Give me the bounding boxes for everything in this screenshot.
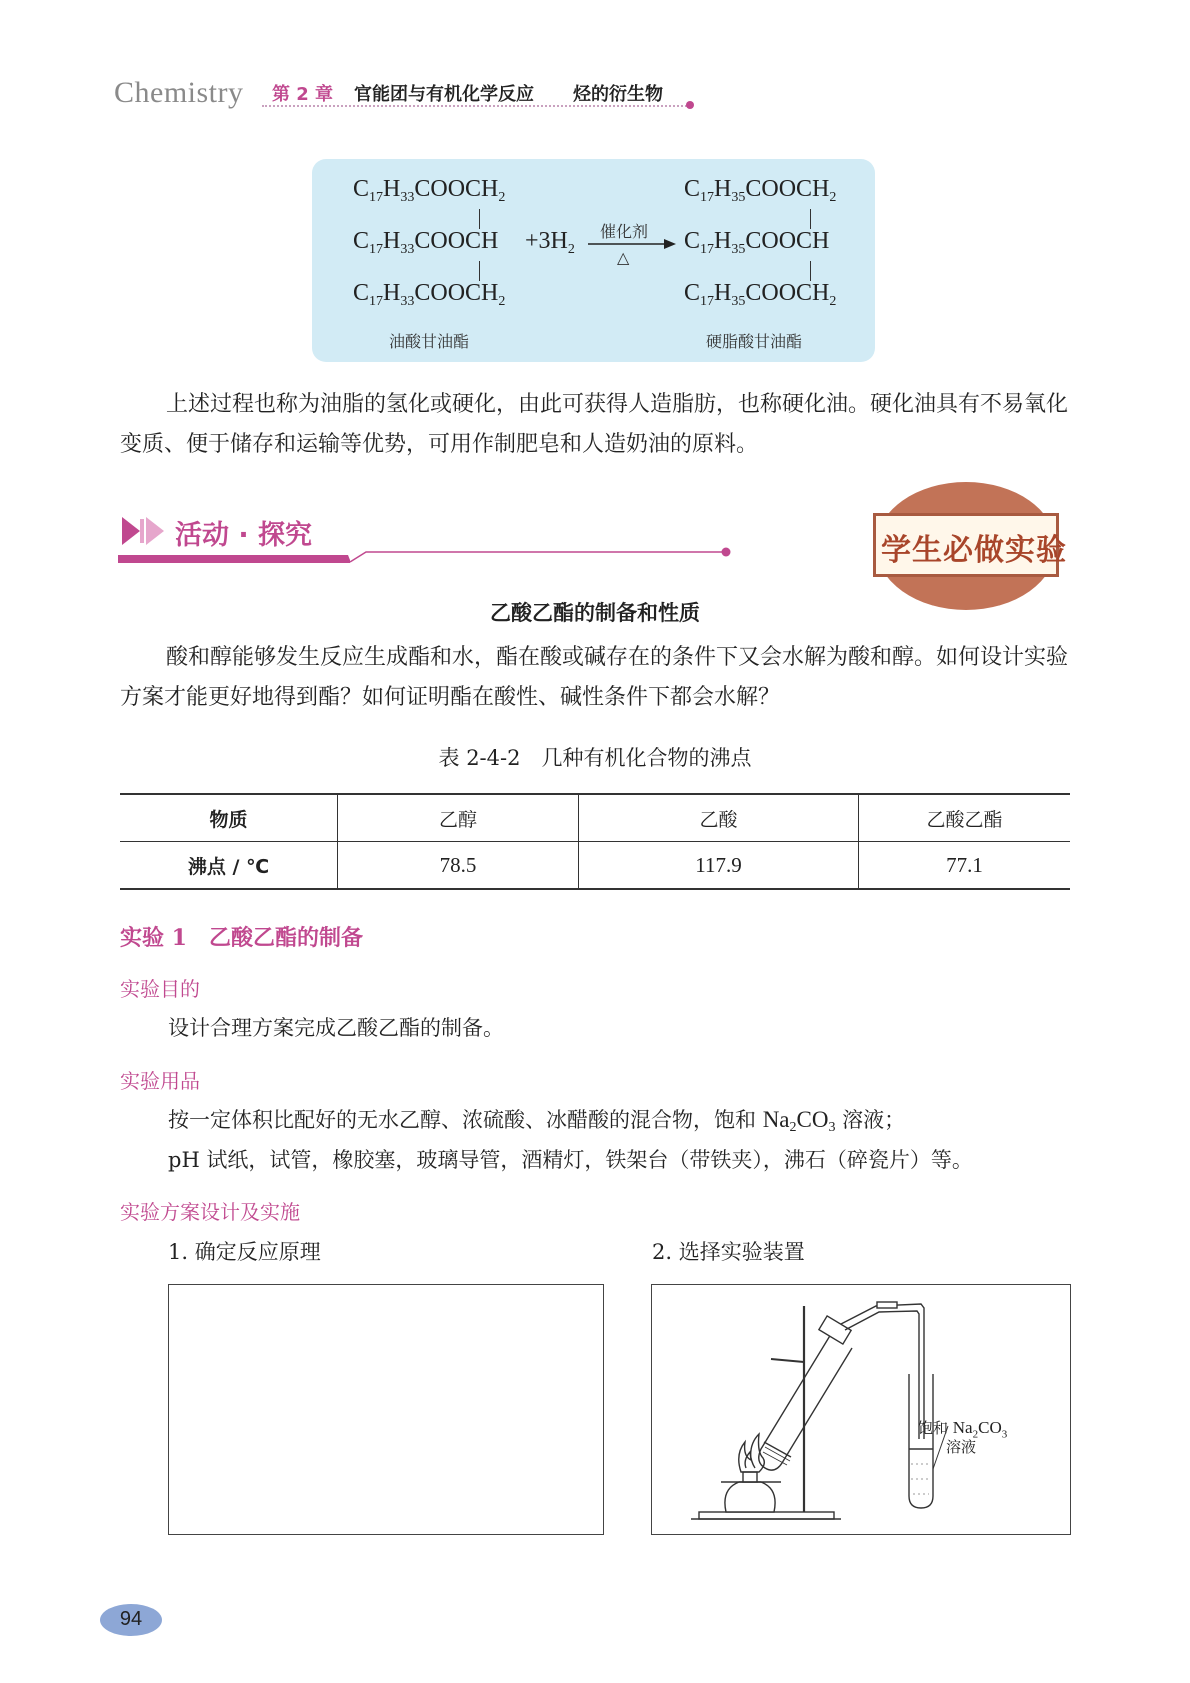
table-header-cell: 乙酸 [579,794,859,842]
page-number: 94 [119,1608,143,1630]
purpose-text: 设计合理方案完成乙酸乙酯的制备。 [168,1016,504,1040]
table-caption: 表 2-4-2 几种有机化合物的沸点 [438,746,752,770]
product-bond-1 [810,209,811,229]
sodium-carbonate-formula: $Na_2CO_3$ [762,1107,836,1135]
reaction-principle-box [168,1284,604,1535]
reactant-line-1: $C_{17}H_{33}COOCH_2$ [353,176,506,205]
activity-subtitle: 乙酸乙酯的制备和性质 [490,600,700,625]
catalyst-label: 催化剂 [600,222,649,241]
table-cell: 78.5 [338,842,579,890]
apparatus-label-1: 饱和 $Na_2CO_3$ [918,1418,1008,1441]
table-header-row [120,794,1070,842]
header-divider [262,105,690,107]
table-row [120,842,1070,890]
product-line-3: $C_{17}H_{35}COOCH_2$ [684,280,837,309]
activity-title: 活动 · 探究 [175,520,313,551]
table-cell: 117.9 [579,842,859,890]
apparatus-label-2: 溶液 [946,1438,977,1456]
table-cell: 77.1 [859,842,1071,890]
reactant-name: 油酸甘油酯 [389,332,470,351]
chapter-number: 第 2 章 [272,84,334,105]
subject-label: Chemistry [114,76,244,109]
reactant-bond-1 [479,209,480,229]
stamp-text: 学生必做实验 [881,533,1067,568]
design-heading: 实验方案设计及实施 [120,1200,300,1224]
reactant-line-3: $C_{17}H_{33}COOCH_2$ [353,280,506,309]
activity-question: 酸和醇能够发生反应生成酯和水，酯在酸或碱存在的条件下又会水解为酸和醇。如何设计实验方案才能更好地得到酯？如何证明酯在酸性、碱性条件下都会水解？ [120,645,1069,710]
product-name: 硬脂酸甘油酯 [706,332,803,351]
reactant-line-2: $C_{17}H_{33}COOCH$ [353,228,499,257]
materials-text-b: 溶液； [835,1108,906,1132]
experiment-title: 实验 1 乙酸乙酯的制备 [120,925,363,951]
apparatus-diagram [651,1284,1071,1535]
materials-text-a: 按一定体积比配好的无水乙醇、浓硫酸、冰醋酸的混合物，饱和 [168,1108,763,1132]
materials-line-2: pH 试纸，试管，橡胶塞，玻璃导管，酒精灯，铁架台（带铁夹），沸石（碎瓷片）等。 [168,1148,973,1172]
heat-condition: △ [617,248,630,267]
materials-line-1 [168,1104,905,1134]
purpose-heading: 实验目的 [120,977,200,1001]
step-1-label: 1. 确定反应原理 [168,1240,321,1264]
chapter-title: 官能团与有机化学反应 [354,84,534,105]
boiling-point-table [120,793,1070,890]
intro-paragraph: 上述过程也称为油脂的氢化或硬化，由此可获得人造脂肪，也称硬化油。硬化油具有不易氧化变质、便于储存和运输等优势，可用作制肥皂和人造奶油的原料。 [120,392,1069,457]
product-line-1: $C_{17}H_{35}COOCH_2$ [684,176,837,205]
step-2-label: 2. 选择实验装置 [652,1240,805,1264]
materials-heading: 实验用品 [120,1069,200,1093]
hydrogen-term: $+3H_2$ [525,228,575,257]
reaction-arrow [588,237,676,251]
product-bond-2 [810,261,811,281]
table-cell: 沸点 / ℃ [120,842,338,890]
table-header-cell: 乙醇 [338,794,579,842]
header-dot [686,101,694,109]
reactant-bond-2 [479,261,480,281]
table-header-cell: 乙酸乙酯 [859,794,1071,842]
product-line-2: $C_{17}H_{35}COOCH$ [684,228,830,257]
table-header-cell: 物质 [120,794,338,842]
section-title: 烃的衍生物 [573,84,663,105]
